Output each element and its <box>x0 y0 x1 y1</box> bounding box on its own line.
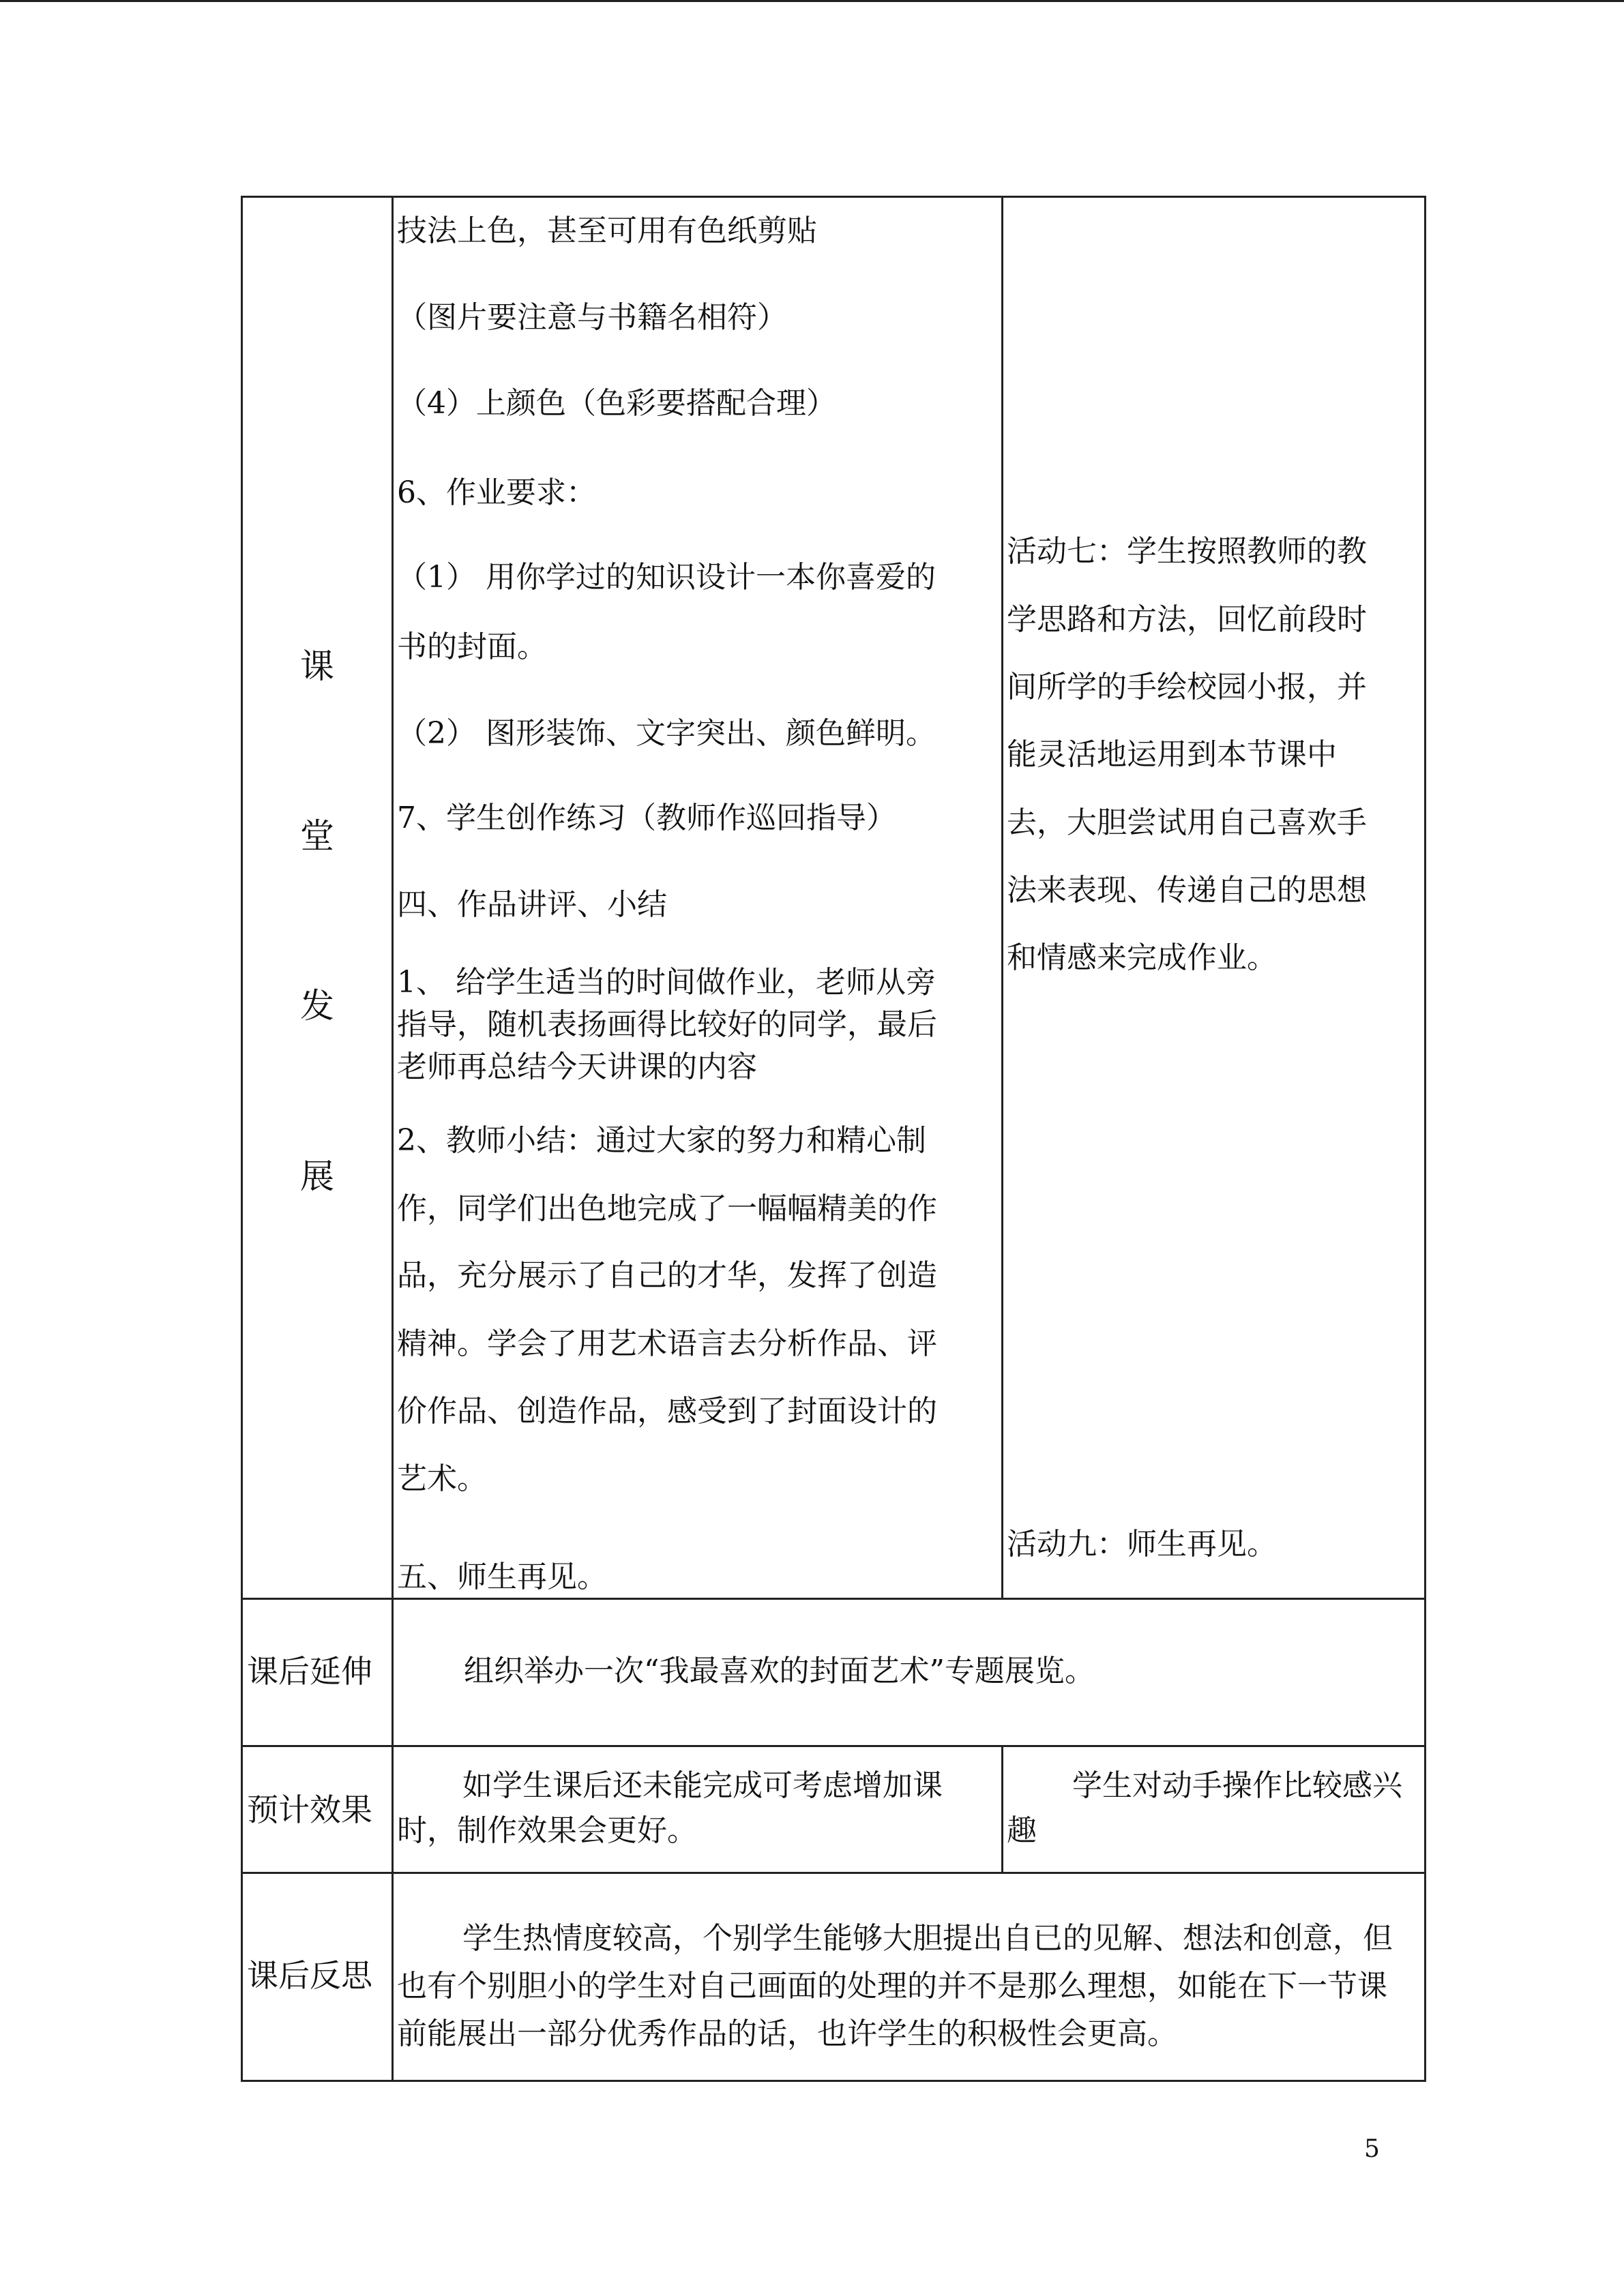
middle-text-line: 7、学生创作练习（教师作巡回指导） <box>397 801 896 835</box>
middle-text-line: 艺术。 <box>397 1461 487 1496</box>
row-divider-2 <box>241 1745 1426 1747</box>
section-label-char: 展 <box>300 1157 334 1196</box>
middle-text-line: 品，充分展示了自己的才华，发挥了创造 <box>397 1258 937 1293</box>
section-label-char: 课 <box>300 646 334 686</box>
middle-text-line: 作，同学们出色地完成了一幅幅精美的作 <box>397 1191 937 1226</box>
middle-text-line: 精神。学会了用艺术语言去分析作品、评 <box>397 1326 937 1361</box>
content-column-divider-2 <box>1001 1745 1003 1874</box>
middle-text-line: 四、作品讲评、小结 <box>397 887 667 922</box>
middle-text-line: 价作品、创造作品，感受到了封面设计的 <box>397 1394 937 1429</box>
effect-text-right: 学生对动手操作比较感兴趣 <box>1007 1768 1402 1848</box>
section-label-char: 堂 <box>300 816 334 856</box>
row-divider-3 <box>241 1872 1426 1874</box>
right-text-line: 间所学的手绘校园小报，并 <box>1007 670 1367 704</box>
reflection-text: 学生热情度较高，个别学生能够大胆提出自已的见解、想法和创意，但也有个别胆小的学生对自己画面的处理的并不是那么理想，如能在下一节课前能展出一部分优秀作品的话，也许学生的积极性会更高。 <box>397 1921 1393 2051</box>
middle-text-line: 指导，随机表扬画得比较好的同学，最后 <box>397 1007 937 1042</box>
label-column-divider <box>392 196 394 2082</box>
middle-text-line: 技法上色，甚至可用有色纸剪贴 <box>397 213 817 248</box>
middle-text-line: 1、 给学生适当的时间做作业，老师从旁 <box>397 965 936 1000</box>
right-text-line: 活动九：师生再见。 <box>1007 1527 1277 1562</box>
reflection-label: 课后反思 <box>247 1957 372 1994</box>
middle-text-line: 6、作业要求： <box>397 475 596 510</box>
effect-label: 预计效果 <box>247 1791 372 1828</box>
content-column-divider-1 <box>1001 196 1003 1600</box>
extension-text: 组织举办一次“我最喜欢的封面艺术”专题展览。 <box>464 1654 1095 1688</box>
table-border-top <box>241 196 1426 198</box>
middle-text-line: 2、教师小结：通过大家的努力和精心制 <box>397 1123 926 1158</box>
middle-text-line: 老师再总结今天讲课的内容 <box>397 1049 757 1084</box>
middle-text-line: 五、师生再见。 <box>397 1560 607 1594</box>
table-border-right <box>1424 196 1426 2082</box>
right-text-line: 和情感来完成作业。 <box>1007 940 1277 975</box>
extension-label: 课后延伸 <box>247 1653 372 1690</box>
middle-text-line: （1） 用你学过的知识设计一本你喜爱的 <box>397 560 936 595</box>
page-number: 5 <box>1364 2135 1380 2163</box>
right-text-line: 学思路和方法，回忆前段时 <box>1007 602 1367 637</box>
middle-text-line: （2） 图形装饰、文字突出、颜色鲜明。 <box>397 716 936 751</box>
section-label-char: 发 <box>300 986 334 1026</box>
right-text-line: 法来表现、传递自己的思想 <box>1007 873 1367 908</box>
table-border-left <box>241 196 243 2082</box>
middle-text-line: 书的封面。 <box>397 629 547 664</box>
right-text-line: 去，大胆尝试用自己喜欢手 <box>1007 805 1367 840</box>
effect-text-left: 如学生课后还未能完成可考虑增加课时，制作效果会更好。 <box>397 1768 943 1848</box>
middle-text-line: （图片要注意与书籍名相符） <box>397 300 787 335</box>
right-text-line: 能灵活地运用到本节课中 <box>1007 737 1337 772</box>
table-border-bottom <box>241 2080 1426 2082</box>
middle-text-line: （4）上颜色（色彩要搭配合理） <box>397 386 836 421</box>
right-text-line: 活动七：学生按照教师的教 <box>1007 534 1367 569</box>
